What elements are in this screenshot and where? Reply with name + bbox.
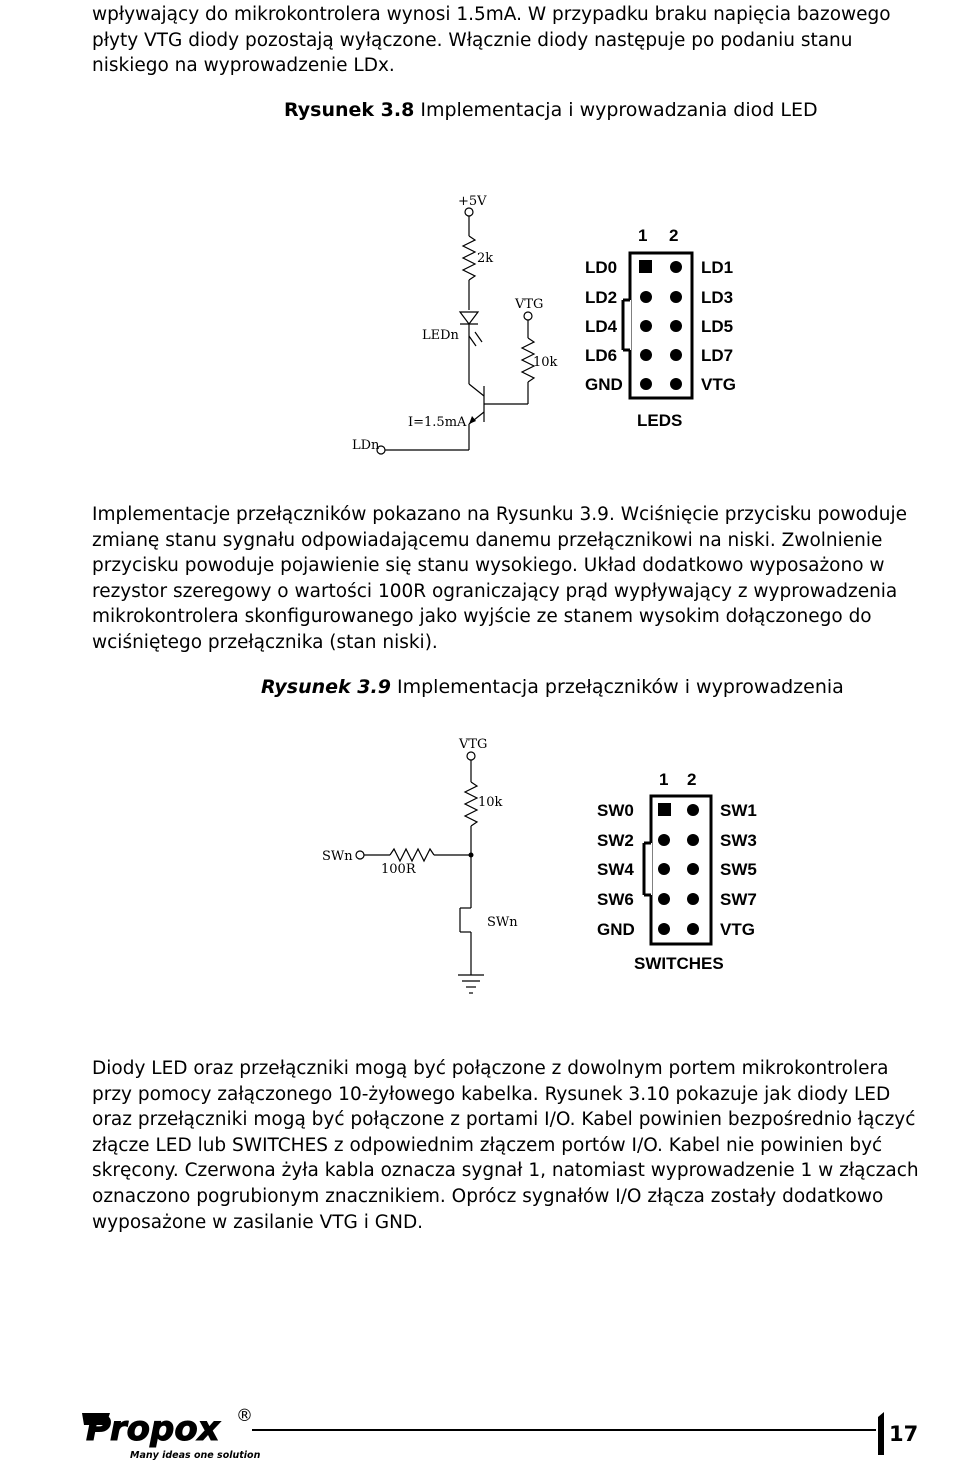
figure-caption	[261, 676, 844, 698]
vtg-terminal	[524, 312, 532, 320]
pin-label-left: LD0	[585, 258, 618, 277]
light-arrow	[475, 332, 482, 342]
text-line: Diody LED oraz przełączniki mogą być połączone z dowolnym portem mikrokontrolera	[92, 1058, 889, 1079]
resistor-10k-label: 10k	[478, 795, 503, 810]
logo-tagline: Many ideas one solution	[130, 1450, 261, 1461]
pin	[687, 834, 699, 846]
vtg-terminal	[467, 752, 475, 760]
figure-caption-text: Implementacja i wyprowadzania diod LED	[414, 99, 818, 121]
propox-logo	[82, 1406, 261, 1461]
pin	[670, 291, 682, 303]
pin2-label: 2	[687, 770, 697, 789]
pin	[687, 804, 699, 816]
swn-terminal	[356, 851, 364, 859]
supply-label: +5V	[458, 194, 487, 209]
led-schematic	[352, 194, 558, 454]
led-label: LEDn	[422, 328, 459, 343]
pin	[670, 378, 682, 390]
text-line: wciśniętego przełącznika (stan niski).	[92, 631, 438, 653]
text-line: Implementacje przełączników pokazano na Rysunku 3.9. Wciśnięcie przycisku powoduje	[92, 504, 907, 525]
figure-caption-label: Rysunek 3.8	[284, 99, 415, 121]
pin	[640, 320, 652, 332]
pin	[640, 378, 652, 390]
text-line: wyposażone w zasilanie VTG i GND.	[92, 1211, 424, 1233]
connector-label: LEDS	[637, 411, 683, 430]
text-line: oznaczono pogrubionym znacznikiem. Oprócz sygnałów I/O złącza zostały dodatkowo	[92, 1185, 884, 1207]
pin-label-right: SW1	[720, 801, 757, 820]
figure-caption-label: Rysunek 3.9	[261, 676, 391, 698]
pin	[640, 349, 652, 361]
switches-connector	[597, 770, 757, 973]
pin-label-right: SW3	[720, 831, 757, 850]
pin1-label: 1	[638, 226, 648, 245]
supply-terminal	[465, 208, 473, 216]
resistor-100r-label: 100R	[381, 862, 416, 877]
light-arrow	[469, 336, 476, 346]
pin-1-marker	[658, 803, 671, 816]
connector-body	[630, 253, 692, 398]
page-footer	[0, 1395, 960, 1461]
led-symbol	[460, 312, 478, 324]
text-line: skręcony. Czerwona żyła kabla oznacza sygnał 1, natomiast wyprowadzenie 1 w złączach	[92, 1160, 919, 1182]
vtg-label: VTG	[459, 737, 488, 752]
footer-graphic	[0, 1395, 960, 1461]
pin	[670, 261, 682, 273]
pin-label-right: LD3	[701, 288, 734, 307]
pin-label-left: GND	[585, 375, 623, 394]
pin-label-right: SW7	[720, 890, 757, 909]
cable-paragraph	[92, 1056, 960, 1235]
pin	[658, 863, 670, 875]
switch-schematic	[322, 737, 518, 993]
ldn-label: LDn	[352, 438, 380, 453]
transistor-collector	[469, 384, 484, 396]
pin	[670, 320, 682, 332]
pin	[670, 349, 682, 361]
text-line: niskiego na wyprowadzenie LDx.	[92, 55, 395, 77]
switch-label: SWn	[487, 915, 518, 930]
pin-label-right: VTG	[701, 375, 736, 394]
resistor-2k	[463, 236, 475, 280]
pin	[687, 923, 699, 935]
pin	[640, 291, 652, 303]
logo-wordmark: Propox	[86, 1409, 220, 1449]
pin-label-right: VTG	[720, 920, 755, 939]
switch-paragraph	[92, 502, 960, 656]
resistor-2k-label: 2k	[477, 251, 494, 266]
text-line: oraz przełączniki mogą być połączone z portami I/O. Kabel powinien bezpośrednio łączyć	[92, 1109, 916, 1131]
pin-label-right: LD7	[701, 346, 734, 365]
figure-caption-text: Implementacja przełączników i wyprowadzenia	[390, 676, 844, 698]
text-line: przy pomocy załączonego 10-żyłowego kabelka. Rysunek 3.10 pokazuje jak diody LED	[92, 1083, 891, 1105]
text-line: mikrokontrolera skonfigurowanego jako wyjście ze stanem wysokim dołączonego do	[92, 606, 872, 628]
leds-connector	[585, 226, 736, 430]
registered-mark: ®	[236, 1406, 253, 1426]
pin1-label: 1	[659, 770, 669, 789]
pin2-label: 2	[669, 226, 679, 245]
pin-label-left: GND	[597, 920, 635, 939]
text-line: rezystor szeregowy o wartości 100R ograniczający prąd wypływający z wyprowadzenia	[92, 580, 898, 602]
pin-label-left: LD6	[585, 346, 618, 365]
resistor-10k-label: 10k	[533, 355, 558, 370]
pin-label-right: LD5	[701, 317, 734, 336]
resistor-100r	[390, 849, 434, 861]
pin-label-left: SW0	[597, 801, 634, 820]
pin-label-left: LD2	[585, 288, 618, 307]
text-line: przycisku powoduje pojawienie się stanu wysokiego. Układ dodatkowo wyposażono w	[92, 555, 885, 577]
pin	[658, 923, 670, 935]
figure-caption	[284, 99, 818, 121]
led-circuit-diagram	[0, 180, 960, 470]
pin	[687, 893, 699, 905]
intro-paragraph	[92, 2, 960, 79]
pin-label-left: SW6	[597, 890, 634, 909]
pin	[658, 893, 670, 905]
pin-1-marker	[639, 260, 652, 273]
pin-label-right: LD1	[701, 258, 734, 277]
pin	[658, 834, 670, 846]
pin-label-left: SW4	[597, 860, 634, 879]
current-label: I=1.5mA	[408, 415, 467, 430]
page-number: 17	[889, 1422, 919, 1446]
resistor-10k	[465, 782, 477, 826]
text-line: płyty VTG diody pozostają wyłączone. Włącznie diody następuje po podaniu stanu	[92, 29, 853, 51]
footer-tab	[878, 1412, 884, 1455]
vtg-label: VTG	[515, 297, 544, 312]
switch-circuit-diagram	[0, 725, 960, 1015]
connector-label: SWITCHES	[634, 954, 724, 973]
emitter-arrow	[469, 416, 476, 424]
pin-label-right: SW5	[720, 860, 757, 879]
text-line: złącze LED lub SWITCHES z odpowiednim złączem portów I/O. Kabel nie powinien być	[92, 1134, 883, 1156]
text-line: zmianę stanu sygnału odpowiadającemu danemu przełącznikowi na niski. Zwolnienie	[92, 529, 883, 551]
swn-label: SWn	[322, 849, 353, 864]
pin	[687, 863, 699, 875]
text-line: wpływający do mikrokontrolera wynosi 1.5mA. W przypadku braku napięcia bazowego	[92, 4, 891, 25]
pin-label-left: LD4	[585, 317, 618, 336]
pin-label-left: SW2	[597, 831, 634, 850]
